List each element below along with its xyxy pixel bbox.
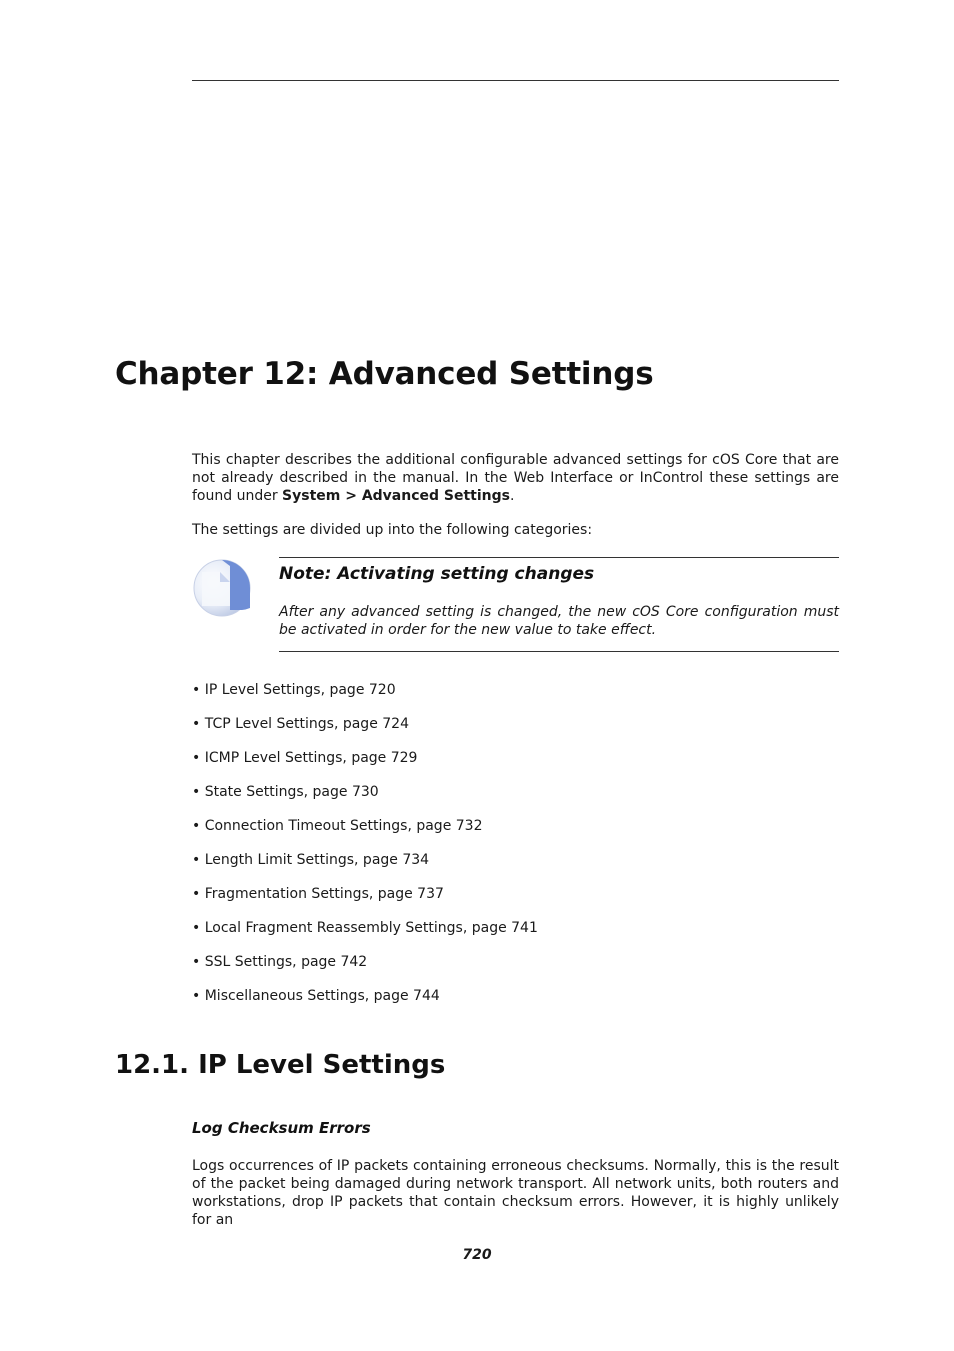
section-title: 12.1. IP Level Settings [115,1050,446,1080]
page-number: 720 [462,1247,492,1263]
menu-path: System > Advanced Settings [282,488,510,504]
list-item: • Miscellaneous Settings, page 744 [192,987,538,1021]
list-item: • Length Limit Settings, page 734 [192,851,538,885]
intro-text-end: . [510,488,515,504]
category-list [192,681,538,1021]
intro-paragraph [192,451,839,505]
intro-text: This chapter describes the additional configurable advanced settings for cOS Core that are not already described in the manual. In the Web Interface or InControl these settings are found under [192,452,839,504]
chapter-title: Chapter 12: Advanced Settings [115,356,654,392]
list-item: • ICMP Level Settings, page 729 [192,749,538,783]
list-item: • Connection Timeout Settings, page 732 [192,817,538,851]
note-body: After any advanced setting is changed, the new cOS Core configuration must be activated in order for the new value to take effect. [279,604,839,638]
categories-intro: The settings are divided up into the following categories: [192,522,593,538]
list-item: • IP Level Settings, page 720 [192,681,538,715]
section-paragraph: Logs occurrences of IP packets containing erroneous checksums. Normally, this is the result of the packet being damaged during network transport. All network units, both routers and workstations, drop IP packets that contain checksum errors. However, it is highly unlikely for an [192,1158,839,1228]
list-item: • TCP Level Settings, page 724 [192,715,538,749]
note-bottom-rule [279,651,839,652]
note-title: Note: Activating setting changes [279,564,595,584]
header-rule [192,80,839,81]
list-item: • State Settings, page 730 [192,783,538,817]
note-top-rule [279,557,839,558]
list-item: • Fragmentation Settings, page 737 [192,885,538,919]
note-page-icon [192,558,252,618]
list-item: • Local Fragment Reassembly Settings, page 741 [192,919,538,953]
subsection-heading: Log Checksum Errors [192,1119,371,1137]
list-item: • SSL Settings, page 742 [192,953,538,987]
